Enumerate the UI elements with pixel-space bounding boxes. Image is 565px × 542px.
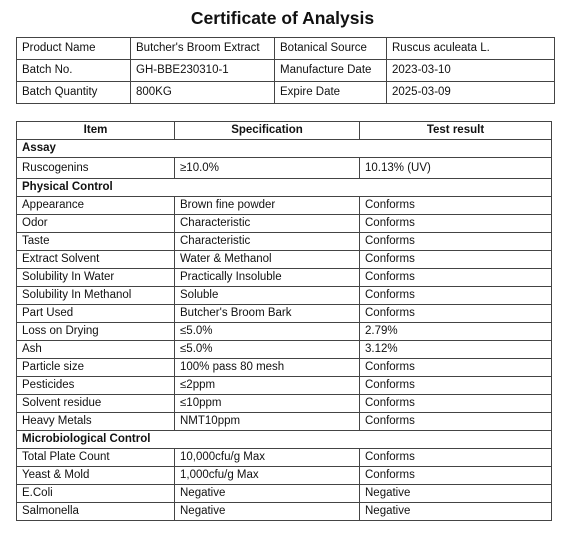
table-row	[17, 323, 552, 341]
cell-item: Salmonella	[17, 503, 175, 521]
cell-item: Pesticides	[17, 377, 175, 395]
table-row	[17, 215, 552, 233]
cell-item: Solvent residue	[17, 395, 175, 413]
cell-specification: Water & Methanol	[175, 251, 360, 269]
info-label-expire-date: Expire Date	[275, 82, 387, 104]
cell-specification: Characteristic	[175, 215, 360, 233]
cell-test-result: Conforms	[360, 413, 552, 431]
cell-item: Particle size	[17, 359, 175, 377]
cell-item: Extract Solvent	[17, 251, 175, 269]
info-label-product-name: Product Name	[17, 38, 131, 60]
cell-test-result: Conforms	[360, 287, 552, 305]
table-row	[17, 395, 552, 413]
cell-test-result: 10.13% (UV)	[360, 158, 552, 179]
section-title: Assay	[17, 140, 552, 158]
cell-item: Ash	[17, 341, 175, 359]
analysis-header-row	[17, 122, 552, 140]
cell-test-result: Conforms	[360, 269, 552, 287]
info-row-product	[17, 38, 555, 60]
cell-specification: ≤2ppm	[175, 377, 360, 395]
table-row	[17, 359, 552, 377]
cell-specification: 10,000cfu/g Max	[175, 449, 360, 467]
cell-item: Heavy Metals	[17, 413, 175, 431]
table-row	[17, 341, 552, 359]
cell-item: Part Used	[17, 305, 175, 323]
cell-specification: ≤10ppm	[175, 395, 360, 413]
column-header-item: Item	[17, 122, 175, 140]
cell-specification: Negative	[175, 485, 360, 503]
table-row	[17, 269, 552, 287]
cell-item: Taste	[17, 233, 175, 251]
section-title: Physical Control	[17, 179, 552, 197]
cell-test-result: Conforms	[360, 197, 552, 215]
cell-item: Total Plate Count	[17, 449, 175, 467]
section-title: Microbiological Control	[17, 431, 552, 449]
analysis-body	[17, 140, 552, 521]
info-label-batch-quantity: Batch Quantity	[17, 82, 131, 104]
info-row-batch	[17, 60, 555, 82]
info-value-botanical-source: Ruscus aculeata L.	[387, 38, 555, 60]
cell-item: Loss on Drying	[17, 323, 175, 341]
table-row	[17, 287, 552, 305]
section-row	[17, 431, 552, 449]
info-value-product-name: Butcher's Broom Extract	[131, 38, 275, 60]
info-label-botanical-source: Botanical Source	[275, 38, 387, 60]
table-row	[17, 467, 552, 485]
table-row	[17, 158, 552, 179]
cell-item: E.Coli	[17, 485, 175, 503]
cell-item: Odor	[17, 215, 175, 233]
info-value-manufacture-date: 2023-03-10	[387, 60, 555, 82]
info-label-batch-no: Batch No.	[17, 60, 131, 82]
cell-specification: NMT10ppm	[175, 413, 360, 431]
cell-specification: 100% pass 80 mesh	[175, 359, 360, 377]
cell-specification: Characteristic	[175, 233, 360, 251]
cell-test-result: Negative	[360, 503, 552, 521]
table-row	[17, 485, 552, 503]
cell-test-result: Conforms	[360, 233, 552, 251]
cell-specification: ≤5.0%	[175, 323, 360, 341]
cell-specification: Brown fine powder	[175, 197, 360, 215]
table-row	[17, 503, 552, 521]
cell-test-result: Conforms	[360, 377, 552, 395]
column-header-specification: Specification	[175, 122, 360, 140]
cell-specification: ≥10.0%	[175, 158, 360, 179]
cell-item: Appearance	[17, 197, 175, 215]
cell-test-result: Negative	[360, 485, 552, 503]
cell-item: Ruscogenins	[17, 158, 175, 179]
table-row	[17, 413, 552, 431]
cell-test-result: Conforms	[360, 395, 552, 413]
cell-specification: Practically Insoluble	[175, 269, 360, 287]
table-row	[17, 251, 552, 269]
table-row	[17, 377, 552, 395]
table-row	[17, 197, 552, 215]
info-value-expire-date: 2025-03-09	[387, 82, 555, 104]
table-row	[17, 449, 552, 467]
info-row-quantity	[17, 82, 555, 104]
product-info-table	[16, 37, 555, 104]
cell-test-result: Conforms	[360, 251, 552, 269]
cell-test-result: Conforms	[360, 449, 552, 467]
table-row	[17, 233, 552, 251]
section-row	[17, 140, 552, 158]
cell-specification: 1,000cfu/g Max	[175, 467, 360, 485]
info-label-manufacture-date: Manufacture Date	[275, 60, 387, 82]
cell-item: Yeast & Mold	[17, 467, 175, 485]
cell-test-result: 2.79%	[360, 323, 552, 341]
column-header-test-result: Test result	[360, 122, 552, 140]
info-value-batch-quantity: 800KG	[131, 82, 275, 104]
cell-test-result: Conforms	[360, 467, 552, 485]
table-row	[17, 305, 552, 323]
cell-item: Solubility In Methanol	[17, 287, 175, 305]
analysis-table	[16, 121, 552, 521]
cell-specification: Soluble	[175, 287, 360, 305]
info-value-batch-no: GH-BBE230310-1	[131, 60, 275, 82]
cell-test-result: Conforms	[360, 305, 552, 323]
cell-item: Solubility In Water	[17, 269, 175, 287]
cell-test-result: Conforms	[360, 359, 552, 377]
section-row	[17, 179, 552, 197]
document-title: Certificate of Analysis	[190, 8, 375, 28]
cell-test-result: Conforms	[360, 215, 552, 233]
cell-test-result: 3.12%	[360, 341, 552, 359]
cell-specification: Negative	[175, 503, 360, 521]
cell-specification: ≤5.0%	[175, 341, 360, 359]
cell-specification: Butcher's Broom Bark	[175, 305, 360, 323]
